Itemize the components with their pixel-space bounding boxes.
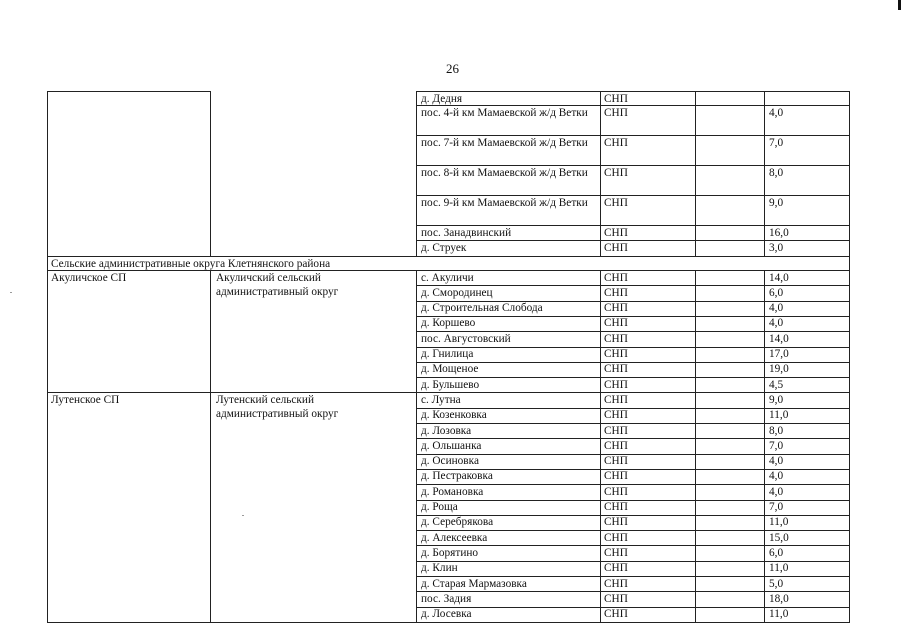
settlement-name: д. Клин [421, 562, 458, 575]
settlement-type: СНП [604, 485, 628, 498]
distance-value: 3,0 [769, 241, 784, 254]
page-number: 26 [446, 61, 459, 76]
settlement-type: СНП [604, 241, 628, 254]
settlement-name: д. Бульшево [421, 378, 480, 391]
distance-value: 17,0 [769, 348, 789, 360]
settlement-type: СНП [604, 608, 628, 621]
settlement-type: СНП [604, 577, 628, 590]
settlement-name: д. Борятино [421, 546, 479, 559]
column-border [695, 270, 696, 392]
settlement-type: СНП [604, 470, 628, 483]
settlement-type: СНП [604, 393, 628, 406]
row-border [47, 91, 211, 92]
distance-value: 8,0 [769, 166, 784, 179]
district-name: Лутенский сельский административный округ [216, 393, 339, 420]
distance-value: 4,0 [769, 455, 784, 468]
distance-value: 4,5 [769, 378, 784, 391]
distance-value: 9,0 [769, 393, 784, 406]
distance-value: 16,0 [769, 226, 789, 239]
settlement-name: д. Пестраковка [421, 470, 493, 483]
distance-value: 7,0 [769, 136, 784, 149]
settlement-type: СНП [604, 516, 628, 529]
distance-value: 6,0 [769, 546, 784, 559]
column-border [695, 392, 696, 622]
settlement-type: СНП [604, 166, 628, 179]
distance-value: 19,0 [769, 363, 789, 376]
settlement-name: д. Алексеевка [421, 531, 488, 544]
settlement-name: с. Акуличи [421, 271, 474, 284]
settlement-type: СНП [604, 531, 628, 544]
distance-value: 14,0 [769, 271, 789, 284]
settlement-type: СНП [604, 363, 628, 376]
column-border [600, 392, 601, 622]
column-border [849, 256, 850, 270]
settlement-type: СНП [604, 409, 628, 422]
settlement-type: СНП [604, 455, 628, 468]
settlement-type: СНП [604, 501, 628, 513]
column-border [416, 91, 417, 256]
settlement-name: пос. Августовский [421, 332, 511, 345]
municipality-name: Акуличское СП [51, 271, 127, 284]
settlement-name: с. Лутна [421, 393, 461, 406]
column-border [764, 270, 765, 392]
distance-value: 4,0 [769, 470, 784, 483]
settlement-name: д. Гнилица [421, 348, 474, 360]
settlement-name: д. Романовка [421, 485, 484, 498]
settlement-name: д. Строительная Слобода [421, 302, 543, 315]
settlement-name: пос. Занадвинский [421, 226, 512, 239]
settlement-name: д. Козенковка [421, 409, 487, 422]
settlement-name: пос. 9-й км Мамаевской ж/д Ветки [421, 196, 588, 209]
distance-value: 15,0 [769, 531, 789, 544]
settlement-name: пос. Задия [421, 592, 472, 605]
settlement-name: пос. 7-й км Мамаевской ж/д Ветки [421, 136, 588, 149]
settlement-name: д. Мощеное [421, 363, 479, 376]
settlement-name: д. Серебрякова [421, 516, 494, 529]
settlement-type: СНП [604, 92, 628, 105]
municipality-name: Лутенское СП [51, 393, 120, 406]
distance-value: 4,0 [769, 106, 784, 119]
settlement-name: д. Коршево [421, 317, 476, 330]
column-border [849, 91, 850, 256]
settlement-type: СНП [604, 271, 628, 284]
distance-value: 8,0 [769, 424, 784, 437]
distance-value: 7,0 [769, 501, 784, 513]
settlement-type: СНП [604, 226, 628, 239]
distance-value: 4,0 [769, 317, 784, 330]
settlement-name: д. Дедня [421, 92, 463, 105]
settlement-name: д. Ольшанка [421, 439, 482, 452]
distance-value: 6,0 [769, 286, 784, 299]
distance-value: 18,0 [769, 592, 789, 605]
settlement-name: д. Старая Мармазовка [421, 577, 527, 590]
settlement-type: СНП [604, 378, 628, 391]
settlement-name: д. Осиновка [421, 455, 479, 468]
settlement-type: СНП [604, 424, 628, 437]
column-border [416, 392, 417, 622]
distance-value: 7,0 [769, 439, 784, 452]
column-border [600, 91, 601, 256]
settlement-type: СНП [604, 136, 628, 149]
settlement-type: СНП [604, 317, 628, 330]
column-border [695, 91, 696, 256]
row-border [47, 622, 417, 623]
settlement-type: СНП [604, 106, 628, 119]
column-border [47, 256, 48, 270]
distance-value: 11,0 [769, 516, 789, 529]
district-name: Акуличский сельский административный округ [216, 271, 339, 298]
settlement-name: д. Роща [421, 501, 458, 513]
settlement-name: д. Лосевка [421, 608, 472, 621]
column-border [849, 270, 850, 392]
settlement-type: СНП [604, 332, 628, 345]
column-border [764, 91, 765, 256]
distance-value: 4,0 [769, 485, 784, 498]
settlement-type: СНП [604, 546, 628, 559]
settlement-type: СНП [604, 286, 628, 299]
column-border [210, 91, 211, 256]
column-border [210, 270, 211, 392]
column-border [210, 392, 211, 622]
settlement-name: пос. 4-й км Мамаевской ж/д Ветки [421, 106, 588, 119]
distance-value: 9,0 [769, 196, 784, 209]
settlement-type: СНП [604, 196, 628, 209]
settlement-name: д. Лозовка [421, 424, 472, 437]
settlement-type: СНП [604, 439, 628, 452]
settlement-name: пос. 8-й км Мамаевской ж/д Ветки [421, 166, 588, 179]
column-border [47, 392, 48, 622]
settlement-type: СНП [604, 562, 628, 575]
column-border [764, 392, 765, 622]
distance-value: 11,0 [769, 562, 789, 575]
settlement-type: СНП [604, 348, 628, 360]
column-border [47, 270, 48, 392]
settlement-name: д. Струек [421, 241, 467, 254]
distance-value: 5,0 [769, 577, 784, 590]
settlement-name: д. Смородинец [421, 286, 493, 299]
settlement-type: СНП [604, 592, 628, 605]
distance-value: 11,0 [769, 608, 789, 621]
column-border [47, 91, 48, 256]
column-border [849, 392, 850, 622]
column-border [600, 270, 601, 392]
settlement-type: СНП [604, 302, 628, 315]
distance-value: 11,0 [769, 409, 789, 422]
row-border [416, 622, 850, 623]
section-heading: Сельские административные округа Клетнянского района [51, 257, 331, 270]
column-border [416, 270, 417, 392]
distance-value: 14,0 [769, 332, 789, 345]
distance-value: 4,0 [769, 302, 784, 315]
